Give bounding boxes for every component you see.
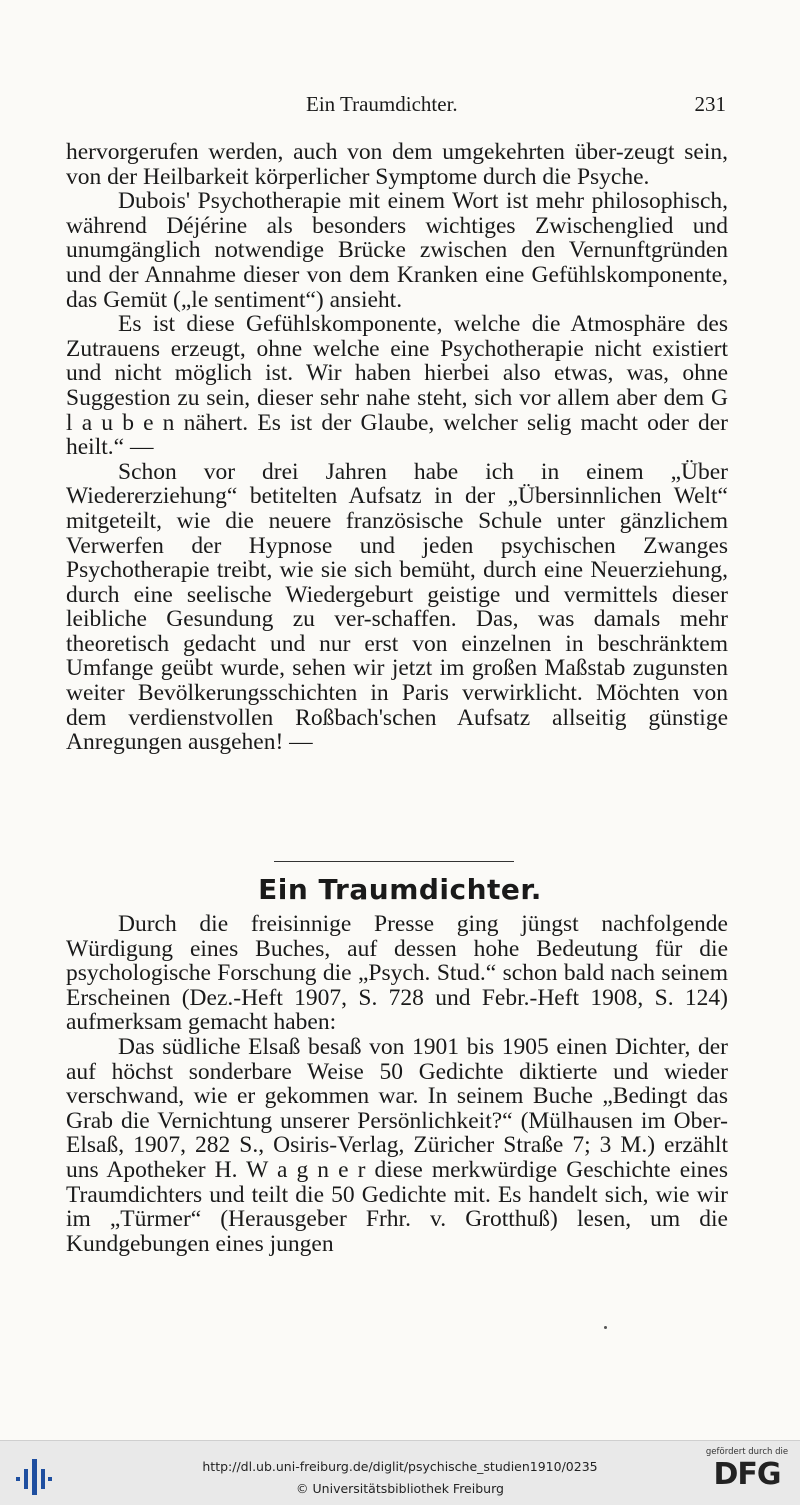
paragraph: Das südliche Elsaß besaß von 1901 bis 1905 einen Dichter, der auf höchst sonderbare Weise 50 Gedichte diktierte und wieder verschwand, wie er gekommen war. In seinem Buche „Bedingt das Grab die Vernichtung unserer Persönlichkeit?“ (Mülhausen im Ober-Elsaß, 1907, 282 S., Osiris-Verlag, Züricher Straße 7; 3 M.) erzählt uns Apotheker H. W a g n e r diese merkwürdige Geschichte eines Traumdichters und teilt die 50 Gedichte mit. Es handelt sich, wie wir im „Türmer“ (Herausgeber Frhr. v. Grotthuß) lesen, um die Kundgebungen eines jungen	[66, 1033, 728, 1257]
paragraph: hervorgerufen werden, auch von dem umgekehrten über-zeugt sein, von der Heilbarkeit körperlicher Symptome durch die Psyche.	[66, 139, 728, 190]
dfg-logo-text: DFG	[713, 1457, 781, 1492]
dfg-logo	[704, 1447, 790, 1499]
section-heading: Ein Traumdichter.	[258, 873, 542, 906]
section-divider	[274, 861, 514, 862]
copyright-notice: © Universitätsbibliothek Freiburg	[296, 1481, 504, 1496]
viewer-footer	[0, 1440, 800, 1505]
permalink-url[interactable]: http://dl.ub.uni-freiburg.de/diglit/psychische_studien1910/0235	[202, 1459, 598, 1474]
scan-speck	[604, 1326, 607, 1329]
paragraph: Es ist diese Gefühlskomponente, welche die Atmosphäre des Zutrauens erzeugt, ohne welche eine Psychotherapie nicht existiert und nicht möglich ist. Wir haben hierbei also etwas, was, ohne Suggestion zu sein, dieser sehr nahe steht, sich vor allem aber dem G l a u b e n nähert. Es ist der Glaube, welcher selig macht oder der heilt.“ —	[66, 311, 728, 461]
paragraph: Dubois' Psychotherapie mit einem Wort ist mehr philosophisch, während Déjérine als besonders wichtiges Zwischenglied und unumgänglich notwendige Brücke zwischen den Vernunftgründen und der Annahme dieser von dem Kranken eine Gefühlskomponente, das Gemüt („le sentiment“) ansieht.	[66, 188, 728, 313]
running-head-title: Ein Traumdichter.	[306, 92, 458, 116]
paragraph: Schon vor drei Jahren habe ich in einem „Über Wiedererziehung“ betitelten Aufsatz in der „Übersinnlichen Welt“ mitgeteilt, wie die neuere französische Schule unter gänzlichem Verwerfen der Hypnose und jeden psychischen Zwanges Psychotherapie treibt, wie sie sich bemüht, durch eine Neuerziehung, durch eine seelische Wiedergeburt geistige und vermittels dieser leibliche Gesundung zu ver-schaffen. Das, was damals mehr theoretisch gedacht und nur erst von einzelnen in beschränktem Umfange geübt wurde, sehen wir jetzt im großen Maßstab zugunsten weiter Bevölkerungsschichten in Paris verwirklicht. Möchten von dem verdienstvollen Roßbach'schen Aufsatz allseitig günstige Anregungen ausgehen! —	[66, 458, 728, 756]
body-text-bottom	[66, 912, 728, 1256]
dfg-tagline: gefördert durch die	[705, 1447, 789, 1457]
page-number: 231	[694, 92, 726, 116]
paragraph: Durch die freisinnige Presse ging jüngst nachfolgende Würdigung eines Buches, auf dessen hohe Bedeutung für die psychologische Forschung die „Psych. Stud.“ schon bald nach seinem Erscheinen (Dez.-Heft 1907, S. 728 und Febr.-Heft 1908, S. 124) aufmerksam gemacht haben:	[66, 911, 728, 1036]
body-text-top	[66, 140, 728, 755]
running-head	[66, 92, 730, 120]
